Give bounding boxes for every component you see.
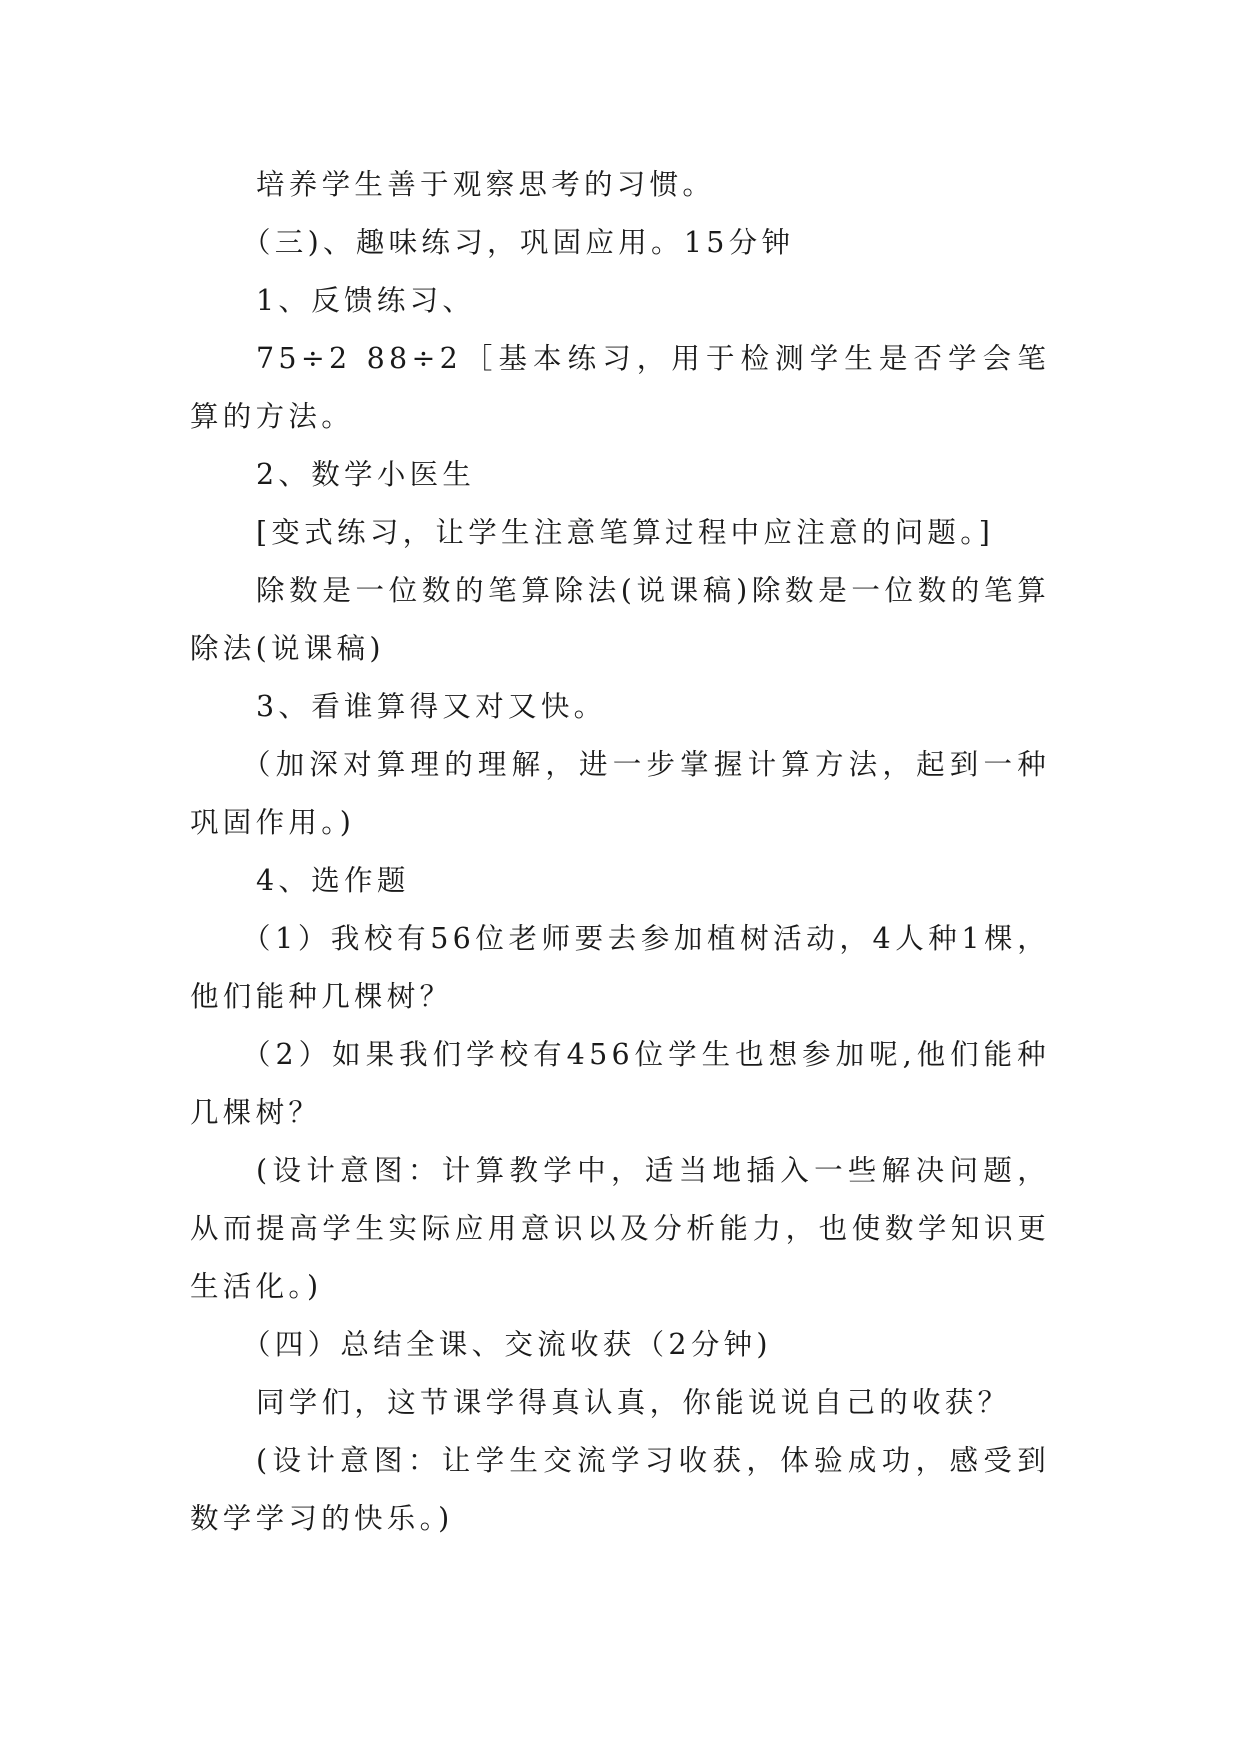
section-heading: （四）总结全课、交流收获（2分钟): [242, 1328, 772, 1361]
list-item: 3、看谁算得又对又快。: [256, 690, 607, 723]
paragraph: 除数是一位数的笔算除法(说课稿)除数是一位数的笔算除法(说课稿): [190, 574, 1050, 665]
paragraph: 同学们，这节课学得真认真，你能说说自己的收获？: [256, 1386, 1011, 1419]
paragraph: (设计意图：计算教学中，适当地插入一些解决问题，从而提高学生实际应用意识以及分析能力，也使数学知识更生活化。): [190, 1154, 1050, 1303]
document-body: [190, 156, 1050, 1548]
paragraph: 培养学生善于观察思考的习惯。: [256, 168, 716, 201]
list-item: 2、数学小医生: [256, 458, 476, 491]
paragraph: （加深对算理的理解，进一步掌握计算方法，起到一种巩固作用。): [190, 748, 1050, 839]
paragraph: [变式练习，让学生注意笔算过程中应注意的问题。]: [256, 516, 995, 549]
question-item: （2）如果我们学校有456位学生也想参加呢,他们能种几棵树？: [190, 1038, 1050, 1129]
question-item: （1）我校有56位老师要去参加植树活动，4人种1棵，他们能种几棵树？: [190, 922, 1050, 1013]
paragraph: 75÷2 88÷2［基本练习，用于检测学生是否学会笔算的方法。: [190, 342, 1050, 433]
paragraph: (设计意图：让学生交流学习收获，体验成功，感受到数学学习的快乐。): [190, 1444, 1050, 1535]
list-item: 4、选作题: [256, 864, 410, 897]
section-heading: （三)、趣味练习，巩固应用。15分钟: [242, 226, 795, 259]
list-item: 1、反馈练习、: [256, 284, 476, 317]
